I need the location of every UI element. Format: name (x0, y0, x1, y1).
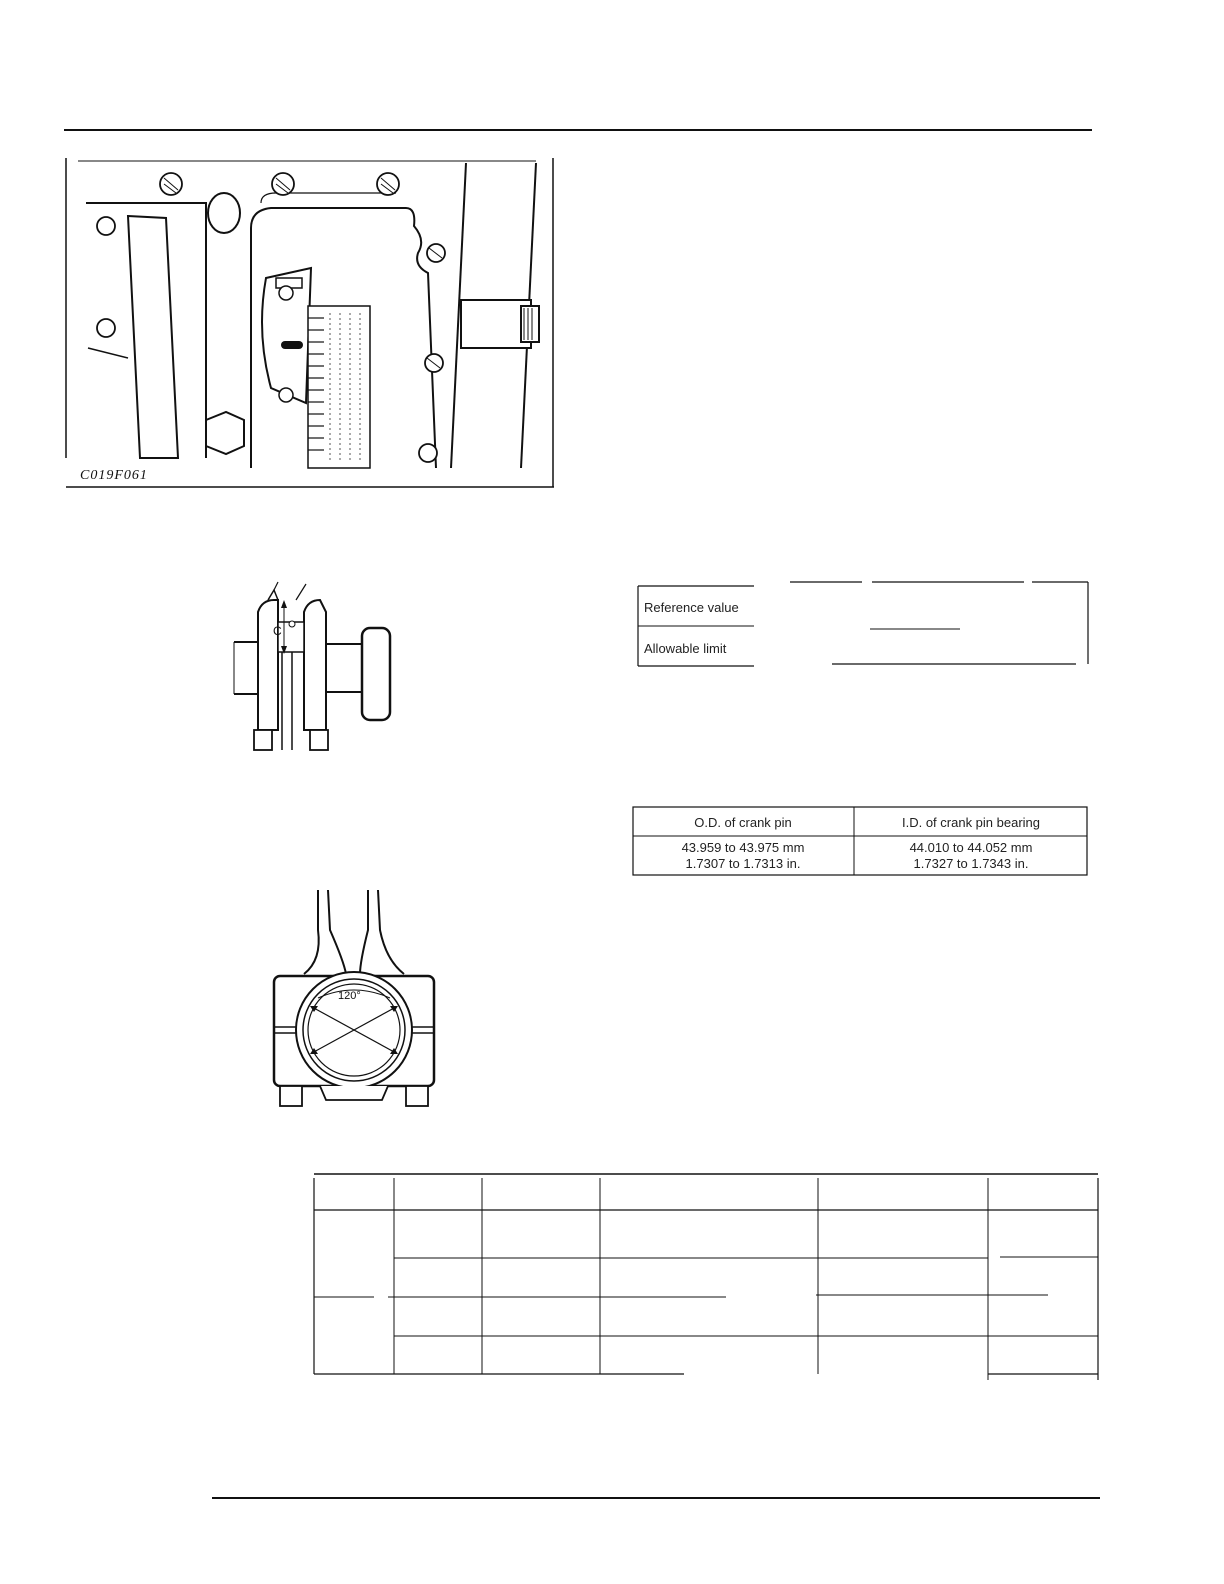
angle-label: 120° (338, 990, 361, 1002)
footer-rule (212, 1497, 1100, 1499)
figure-crank-pin (226, 582, 396, 754)
crank-pin-bearing-id-header: I.D. of crank pin bearing (901, 815, 1041, 830)
allowable-limit-label: Allowable limit (644, 641, 727, 656)
bearing-id-mm: 44.010 to 44.052 mm (909, 840, 1033, 855)
reference-value-label: Reference value (644, 600, 739, 615)
crank-pin-od-mm: 43.959 to 43.975 mm (681, 840, 805, 855)
plastigage-illustration (66, 158, 554, 488)
bottom-grid-lines (312, 1170, 1102, 1382)
figure-caption: C019F061 (80, 468, 148, 483)
header-rule (64, 129, 1092, 131)
crank-pin-table (632, 806, 1088, 878)
limit-table-lines (636, 578, 1092, 670)
bottom-grid-table (312, 1170, 1102, 1382)
figure-plastigage (66, 158, 554, 488)
crank-pin-od-header: O.D. of crank pin (694, 815, 792, 830)
crank-pin-illustration (226, 582, 396, 754)
dimension-label-c: C (273, 624, 282, 638)
bearing-id-in: 1.7327 to 1.7343 in. (913, 856, 1029, 871)
crank-pin-od-in: 1.7307 to 1.7313 in. (685, 856, 801, 871)
figure-conrod-bearing (274, 890, 436, 1108)
limit-table (636, 578, 1092, 670)
